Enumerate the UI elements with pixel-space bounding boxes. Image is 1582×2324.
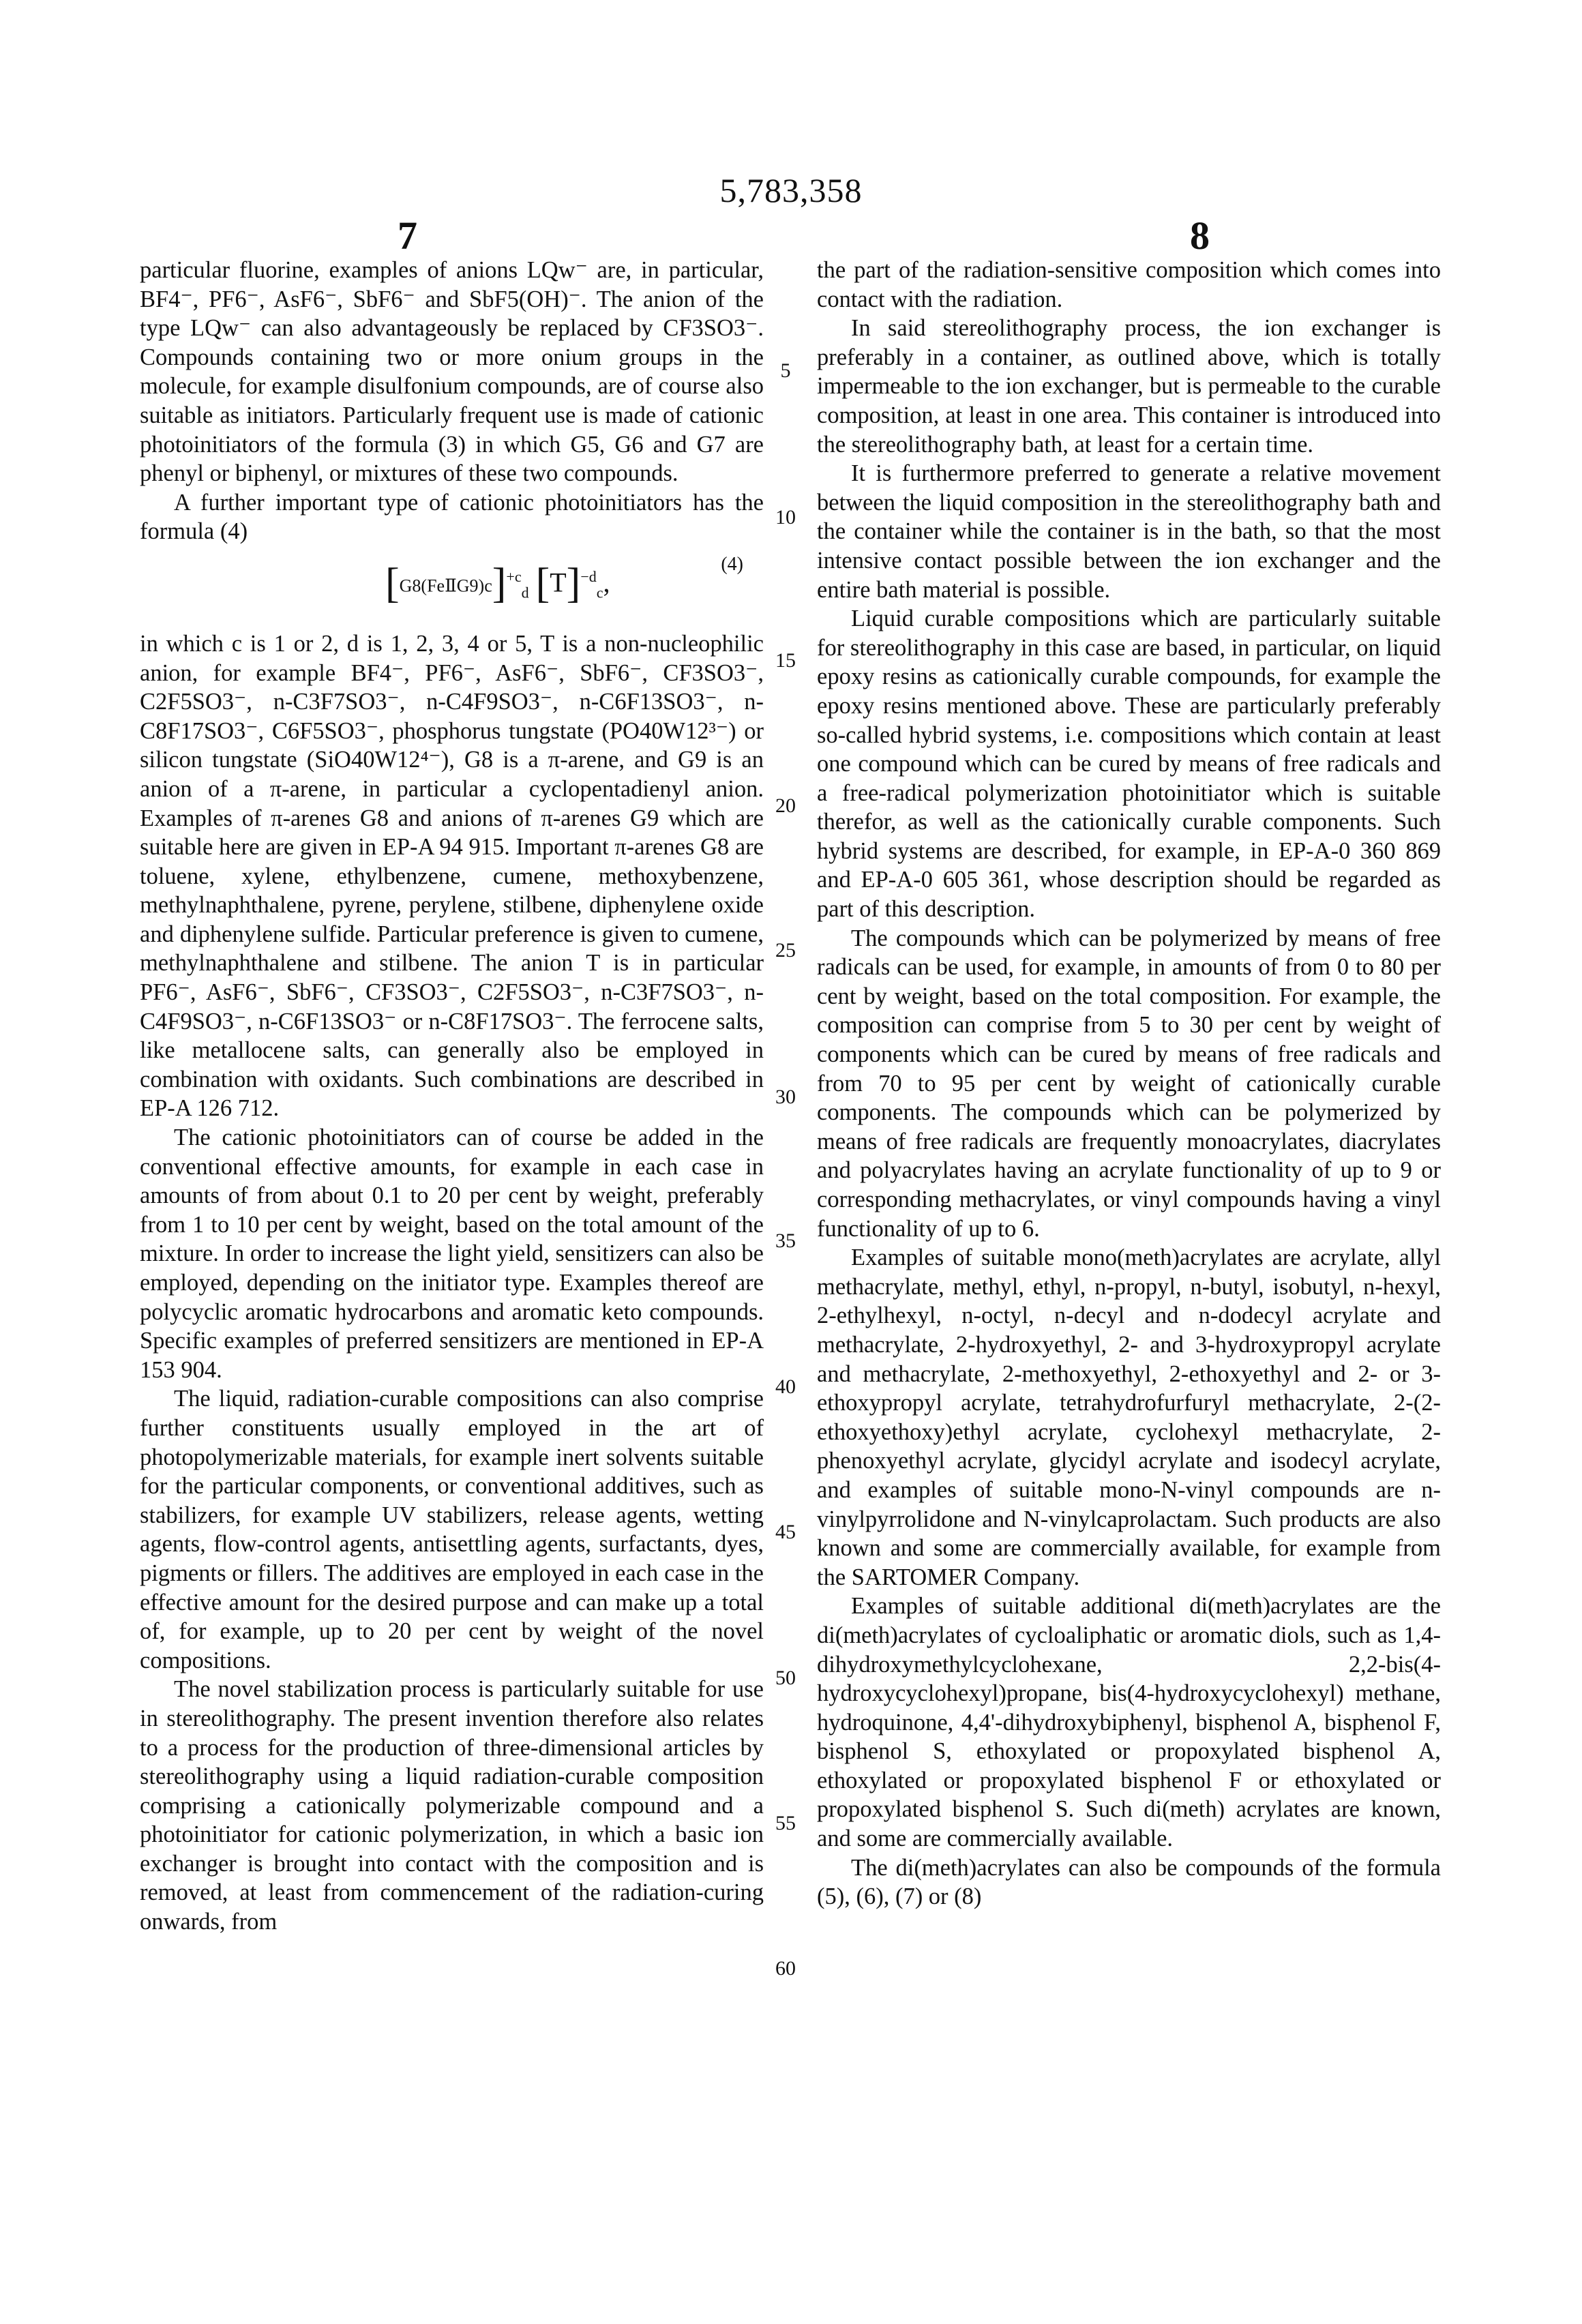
line-number: 35 xyxy=(765,1230,806,1253)
formula-bracket: ] xyxy=(567,560,581,606)
formula-anion-charge: −d xyxy=(580,568,596,585)
line-number: 55 xyxy=(765,1812,806,1835)
formula-4-expression: [G8(FeⅡG9)c]+cd [T]−dc, xyxy=(385,563,610,608)
right-paragraph-4: Liquid curable compositions which are particularly suitable for stereolithography in this case are based, in particular, on liquid epoxy resins as cationically curable compounds, for example the epoxy resins mentioned above. These are particularly preferably so-called hybrid systems, i.e. compositions which contain at least one compound which can be cured by means of free radicals and a free-radical polymerization photoinitiator which is suitable therefor, as well as the cationically curable components. Such hybrid systems are described, for example, in EP-A-0 360 869 and EP-A-0 605 361, whose description should be regarded as part of this description. xyxy=(817,604,1441,924)
left-paragraph-2: A further important type of cationic photoinitiators has the formula (4) xyxy=(140,488,764,546)
right-paragraph-5: The compounds which can be polymerized by means of free radicals can be used, for example, in amounts of from 0 to 80 per cent by weight, based on the total composition. For example, the composition can comprise from 5 to 30 per cent by weight of components which can be cured by means of free radicals and from 70 to 95 per cent by weight of cationically curable components. The compounds which can be polymerized by means of free radicals are frequently monoacrylates, diacrylates and polyacrylates having an acrylate functionality of up to 9 or corresponding methacrylates, or vinyl compounds having a vinyl functionality of up to 6. xyxy=(817,924,1441,1244)
formula-anion: T xyxy=(550,567,566,597)
formula-4-label: (4) xyxy=(721,550,743,580)
right-paragraph-7: Examples of suitable additional di(meth)acrylates are the di(meth)acrylates of cycloaliphatic or aromatic diols, such as 1,4-dihydroxymethylcyclohexane, 2,2-bis(4-hydroxycyclohexyl)propane, bis(4-hydroxycyclohexyl) methane, hydroquinone, 4,4'-dihydroxybiphenyl, bisphenol A, bisphenol F, bisphenol S, ethoxylated or propoxylated bisphenol A, ethoxylated or propoxylated bisphenol F or ethoxylated or propoxylated bisphenol S. Such di(meth) acrylates are known, and some are commercially available. xyxy=(817,1592,1441,1853)
left-paragraph-1: particular fluorine, examples of anions LQw⁻ are, in particular, BF4⁻, PF6⁻, AsF6⁻, SbF6⁻ and SbF5(OH)⁻. The anion of the type LQw⁻ can also advantageously be replaced by CF3SO3⁻. Compounds containing two or more onium groups in the molecule, for example disulfonium compounds, are of course also suitable as initiators. Particularly frequent use is made of cationic photoinitiators of the formula (3) in which G5, G6 and G7 are phenyl or biphenyl, or mixtures of these two compounds. xyxy=(140,256,764,488)
formula-cation-charge: +c xyxy=(506,568,521,585)
line-number: 50 xyxy=(765,1667,806,1690)
line-number: 30 xyxy=(765,1086,806,1109)
formula-bracket: [ xyxy=(536,560,550,606)
formula-anion-subscript: c xyxy=(597,584,603,601)
left-paragraph-3: in which c is 1 or 2, d is 1, 2, 3, 4 or 5, T is a non-nucleophilic anion, for example BF4⁻, PF6⁻, AsF6⁻, SbF6⁻, CF3SO3⁻, C2F5SO3⁻, n-C3F7SO3⁻, n-C4F9SO3⁻, n-C6F13SO3⁻, n-C8F17SO3⁻, C6F5SO3⁻, phosphorus tungstate (PO40W12³⁻) or silicon tungstate (SiO40W12⁴⁻), G8 is a π-arene, and G9 is an anion of a π-arene, in particular a cyclopentadienyl anion. Examples of π-arenes G8 and anions of π-arenes G9 which are suitable here are given in EP-A 94 915. Important π-arenes G8 are toluene, xylene, ethylbenzene, cumene, methoxybenzene, methylnaphthalene, pyrene, perylene, stilbene, diphenylene oxide and diphenylene sulfide. Particular preference is given to cumene, methylnaphthalene and stilbene. The anion T is in particular PF6⁻, AsF6⁻, SbF6⁻, CF3SO3⁻, C2F5SO3⁻, n-C3F7SO3⁻, n-C4F9SO3⁻, n-C6F13SO3⁻ or n-C8F17SO3⁻. The ferrocene salts, like metallocene salts, can generally also be employed in combination with oxidants. Such combinations are described in EP-A 126 712. xyxy=(140,629,764,1123)
line-number: 40 xyxy=(765,1375,806,1399)
right-paragraph-3: It is furthermore preferred to generate a relative movement between the liquid composition in the stereolithography bath and the container while the container is in the bath, so that the most intensive contact possible between the ion exchanger and the entire bath material is possible. xyxy=(817,459,1441,604)
left-paragraph-5: The liquid, radiation-curable compositions can also comprise further constituents usually employed in the art of photopolymerizable materials, for example inert solvents suitable for the particular components, or conventional additives, such as stabilizers, for example UV stabilizers, release agents, wetting agents, flow-control agents, antisettling agents, surfactants, dyes, pigments or fillers. The additives are employed in each case in the effective amount for the desired purpose and can make up a total of, for example, up to 20 per cent by weight of the novel compositions. xyxy=(140,1384,764,1675)
line-number: 20 xyxy=(765,794,806,818)
line-number: 10 xyxy=(765,506,806,529)
right-column xyxy=(817,256,1441,1911)
line-number: 60 xyxy=(765,1957,806,1980)
right-paragraph-6: Examples of suitable mono(meth)acrylates are acrylate, allyl methacrylate, methyl, ethyl, n-propyl, n-butyl, isobutyl, n-hexyl, 2-ethylhexyl, n-octyl, n-decyl and n-dodecyl acrylate and methacrylate, 2-hydroxyethyl, 2- and 3-hydroxypropyl acrylate and methacrylate, 2-methoxyethyl, 2-ethoxyethyl and 2- or 3-ethoxypropyl acrylate, tetrahydrofurfuryl methacrylate, 2-(2-ethoxyethoxy)ethyl acrylate, cyclohexyl methacrylate, 2-phenoxyethyl acrylate, glycidyl acrylate and isodecyl acrylate, and examples of suitable mono-N-vinyl compounds are n-vinylpyrrolidone and N-vinylcaprolactam. Such products are also known and some are commercially available, for example from the SARTOMER Company. xyxy=(817,1243,1441,1592)
right-paragraph-1: the part of the radiation-sensitive composition which comes into contact with the radiation. xyxy=(817,256,1441,314)
line-number: 45 xyxy=(765,1521,806,1544)
formula-cation-subscript: d xyxy=(522,584,529,601)
line-number: 25 xyxy=(765,939,806,962)
line-number: 5 xyxy=(765,359,806,383)
left-paragraph-4: The cationic photoinitiators can of course be added in the conventional effective amounts, for example in each case in amounts of from about 0.1 to 20 per cent by weight, preferably from 1 to 10 per cent by weight, based on the total amount of the mixture. In order to increase the light yield, sensitizers can also be employed, depending on the initiator type. Examples thereof are polycyclic aromatic hydrocarbons and aromatic keto compounds. Specific examples of preferred sensitizers are mentioned in EP-A 153 904. xyxy=(140,1123,764,1384)
patent-number: 5,783,358 xyxy=(0,170,1582,210)
left-paragraph-6: The novel stabilization process is particularly suitable for use in stereolithography. The present invention therefore also relates to a process for the production of three-dimensional articles by stereolithography using a liquid radiation-curable composition comprising a cationically polymerizable compound and a photoinitiator for cationic polymerization, in which a basic ion exchanger is brought into contact with the composition and is removed, at least from commencement of the radiation-curing onwards, from xyxy=(140,1675,764,1936)
left-column xyxy=(140,256,764,1937)
page-number-right: 8 xyxy=(1190,213,1210,258)
page-number-left: 7 xyxy=(398,213,417,258)
formula-4 xyxy=(140,550,764,625)
right-paragraph-2: In said stereolithography process, the ion exchanger is preferably in a container, as outlined above, which is totally impermeable to the ion exchanger, but is permeable to the curable composition, at least in one area. This container is introduced into the stereolithography bath, at least for a certain time. xyxy=(817,314,1441,459)
formula-bracket: ] xyxy=(492,560,507,606)
formula-cation: G8(FeⅡG9)c xyxy=(400,576,492,595)
right-paragraph-8: The di(meth)acrylates can also be compounds of the formula (5), (6), (7) or (8) xyxy=(817,1853,1441,1911)
formula-bracket: [ xyxy=(385,560,400,606)
line-number: 15 xyxy=(765,649,806,672)
